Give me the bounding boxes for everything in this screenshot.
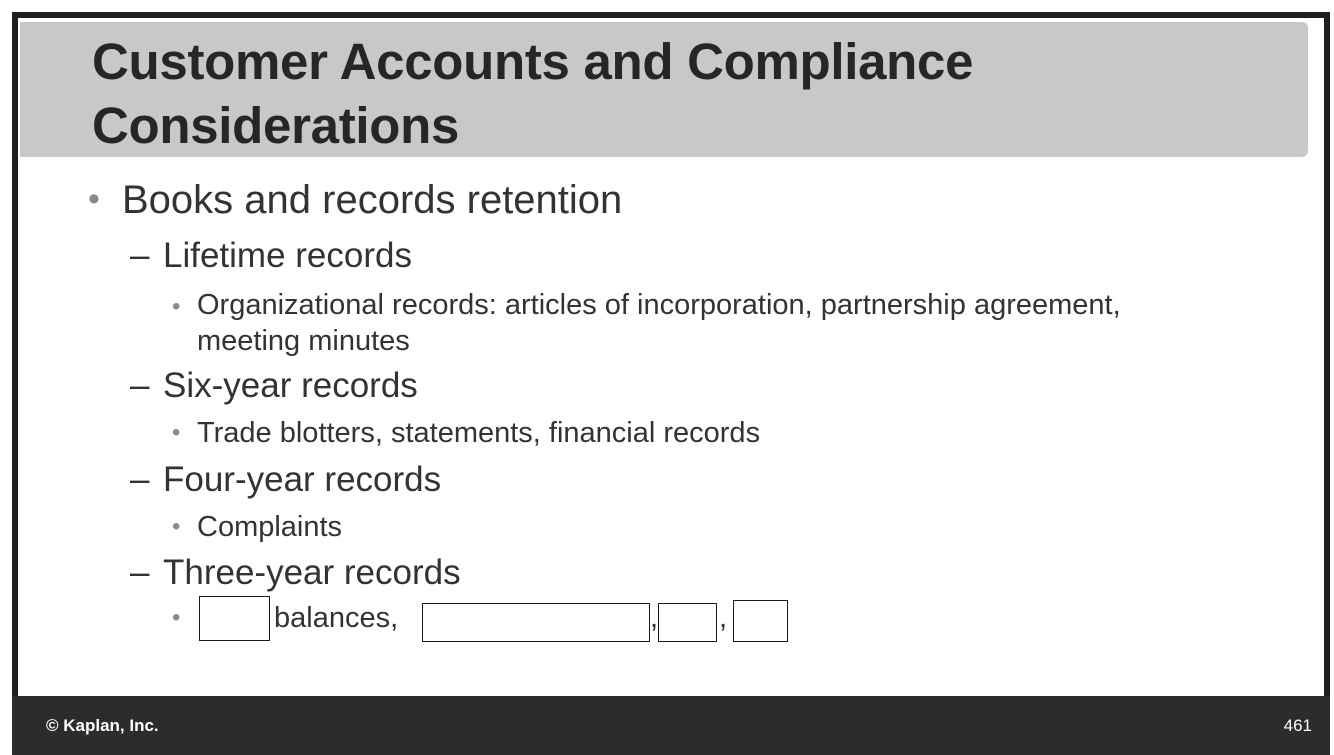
page-number: 461 [1283, 716, 1312, 735]
subbullet-six-year-records [130, 366, 418, 406]
bullet-marker: • [172, 513, 181, 540]
detail-lifetime-records [172, 287, 1121, 359]
redaction-box-4 [733, 600, 788, 642]
detail-three-year-records [172, 598, 872, 648]
dash-marker: – [130, 460, 150, 499]
redaction-box-2 [422, 603, 650, 642]
bullet-marker: • [88, 180, 100, 218]
title-bar [20, 22, 1308, 157]
detail-six-year-records [172, 417, 760, 450]
subbullet-four-year-records [130, 460, 441, 500]
dash-marker: – [130, 553, 150, 592]
detail-text: Complaints [197, 511, 343, 543]
detail-text-line1: Organizational records: articles of incorporation, partnership agreement, [197, 289, 1121, 321]
subbullet-lifetime-records [130, 236, 412, 276]
bullet-books-and-records [88, 178, 622, 223]
dash-marker: – [130, 236, 150, 275]
separator-comma-2: , [719, 602, 728, 634]
slide-frame [12, 12, 1330, 751]
bullet-marker: • [172, 293, 181, 320]
redaction-box-3 [658, 603, 717, 642]
slide-title: Customer Accounts and Compliance Considerations [92, 33, 974, 154]
subbullet-text: Four-year records [163, 460, 442, 499]
bullet-text: Books and records retention [122, 178, 623, 222]
bullet-marker: • [172, 604, 181, 631]
detail-text: Trade blotters, statements, financial records [197, 417, 761, 449]
bullet-marker: • [172, 419, 181, 446]
copyright-text: © Kaplan, Inc. [46, 716, 159, 735]
slide-footer [12, 696, 1330, 755]
subbullet-text: Three-year records [163, 553, 461, 592]
subbullet-text: Six-year records [163, 366, 418, 405]
subbullet-text: Lifetime records [163, 236, 412, 275]
detail-four-year-records [172, 511, 342, 544]
detail-text: balances, [274, 602, 399, 634]
redaction-box-1 [199, 596, 270, 641]
separator-comma-1: , [650, 602, 659, 634]
detail-text-line2: meeting minutes [197, 325, 410, 357]
dash-marker: – [130, 366, 150, 405]
subbullet-three-year-records [130, 553, 461, 593]
